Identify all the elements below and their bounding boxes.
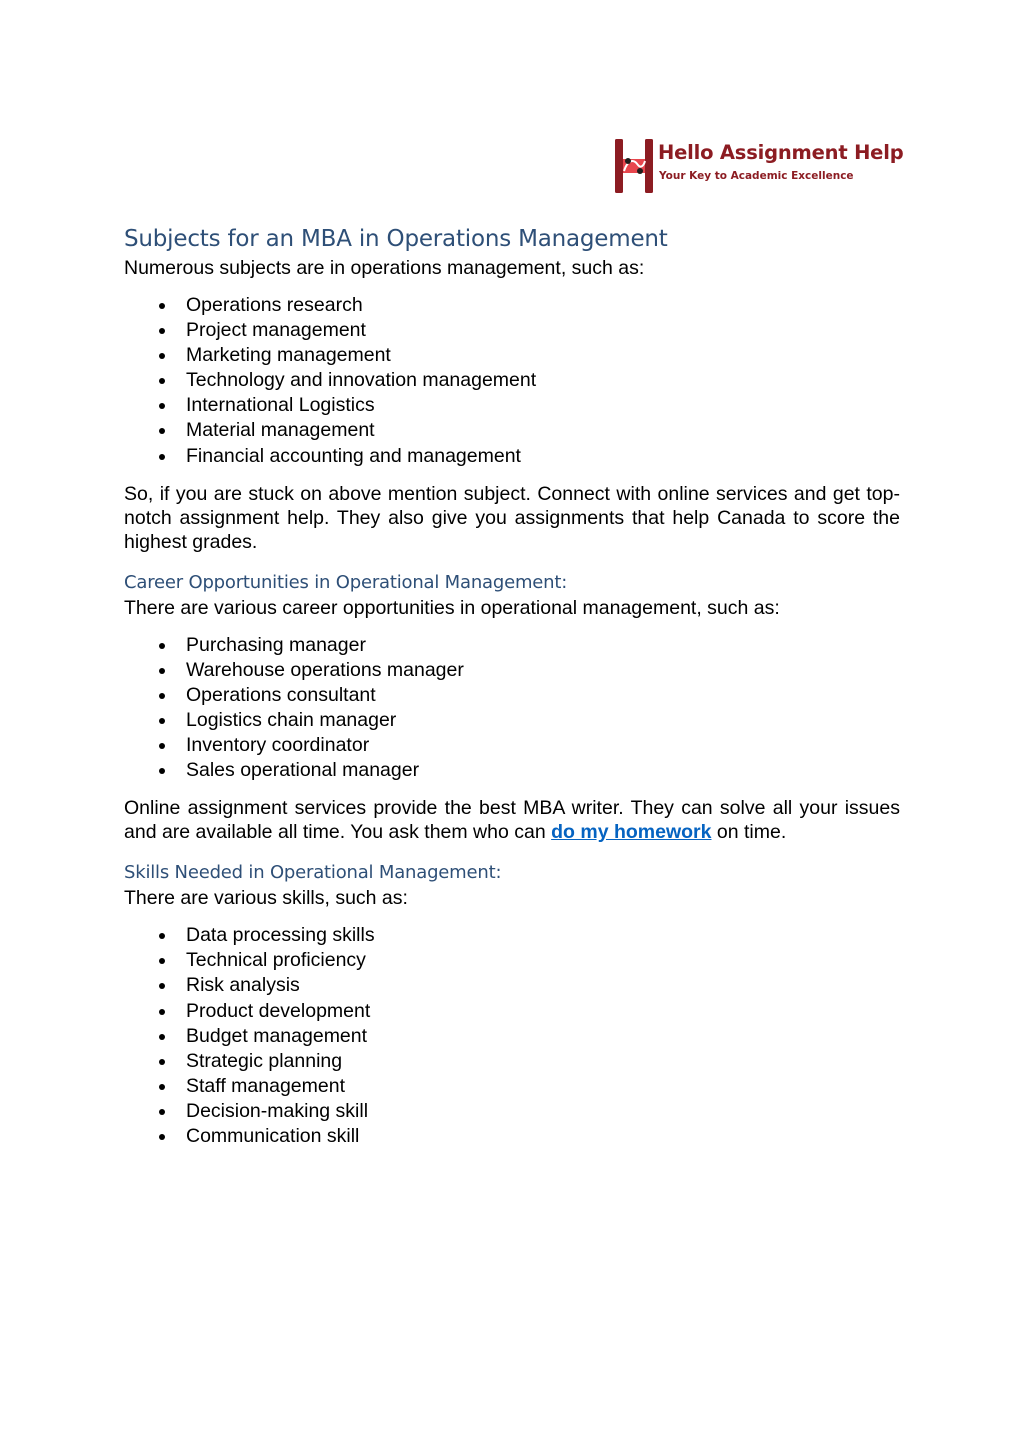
- bullet-icon: [159, 1084, 165, 1090]
- bullet-icon: [159, 454, 165, 460]
- bullet-icon: [159, 303, 165, 309]
- bullet-icon: [159, 933, 165, 939]
- list-item: Operations consultant: [124, 683, 900, 708]
- logo-title: Hello Assignment Help: [658, 141, 904, 164]
- bullet-icon: [159, 428, 165, 434]
- bullet-icon: [159, 668, 165, 674]
- bullet-icon: [159, 768, 165, 774]
- list-item: Staff management: [124, 1074, 900, 1099]
- section3-list: [124, 923, 900, 1149]
- list-item: Financial accounting and management: [124, 444, 900, 469]
- list-item: Material management: [124, 418, 900, 443]
- list-item: Marketing management: [124, 343, 900, 368]
- do-my-homework-link[interactable]: do my homework: [551, 821, 712, 844]
- bullet-icon: [159, 983, 165, 989]
- handshake-h-logo-icon: [614, 137, 654, 195]
- list-item: Purchasing manager: [124, 633, 900, 658]
- list-item: Data processing skills: [124, 923, 900, 948]
- section2-heading: Career Opportunities in Operational Management:: [124, 571, 568, 593]
- list-item: Operations research: [124, 293, 900, 318]
- list-item: Inventory coordinator: [124, 733, 900, 758]
- list-item: Risk analysis: [124, 973, 900, 998]
- bullet-icon: [159, 1109, 165, 1115]
- bullet-icon: [159, 693, 165, 699]
- bullet-icon: [159, 353, 165, 359]
- bullet-icon: [159, 1134, 165, 1140]
- bullet-icon: [159, 743, 165, 749]
- list-item: Technical proficiency: [124, 948, 900, 973]
- list-item: Communication skill: [124, 1124, 900, 1149]
- section2-list: [124, 633, 900, 784]
- section2-intro: There are various career opportunities in operational management, such as:: [124, 596, 780, 619]
- section1-intro: Numerous subjects are in operations management, such as:: [124, 257, 645, 279]
- section1-list: [124, 293, 900, 469]
- bullet-icon: [159, 328, 165, 334]
- list-item: Decision-making skill: [124, 1099, 900, 1124]
- list-item: Budget management: [124, 1024, 900, 1049]
- list-item: Product development: [124, 999, 900, 1024]
- list-item: Warehouse operations manager: [124, 658, 900, 683]
- list-item: Logistics chain manager: [124, 708, 900, 733]
- list-item: Sales operational manager: [124, 758, 900, 783]
- bullet-icon: [159, 378, 165, 384]
- bullet-icon: [159, 718, 165, 724]
- section1-heading: Subjects for an MBA in Operations Management: [124, 226, 668, 252]
- brand-logo: [614, 137, 904, 195]
- section2-closing: Online assignment services provide the best MBA writer. They can solve all your issues and are available all time. You ask them who can do my homework on time.: [124, 797, 900, 844]
- section3-heading: Skills Needed in Operational Management:: [124, 862, 502, 884]
- bullet-icon: [159, 1009, 165, 1015]
- list-item: International Logistics: [124, 393, 900, 418]
- list-item: Technology and innovation management: [124, 368, 900, 393]
- list-item: Strategic planning: [124, 1049, 900, 1074]
- document-body: [124, 222, 900, 1162]
- section1-closing: So, if you are stuck on above mention subject. Connect with online services and get top-notch assignment help. They also give you assignments that help Canada to score the highest grades.: [124, 482, 900, 553]
- section3-intro: There are various skills, such as:: [124, 887, 408, 910]
- bullet-icon: [159, 403, 165, 409]
- bullet-icon: [159, 958, 165, 964]
- logo-tagline: Your Key to Academic Excellence: [659, 170, 854, 182]
- bullet-icon: [159, 1059, 165, 1065]
- bullet-icon: [159, 643, 165, 649]
- bullet-icon: [159, 1034, 165, 1040]
- list-item: Project management: [124, 318, 900, 343]
